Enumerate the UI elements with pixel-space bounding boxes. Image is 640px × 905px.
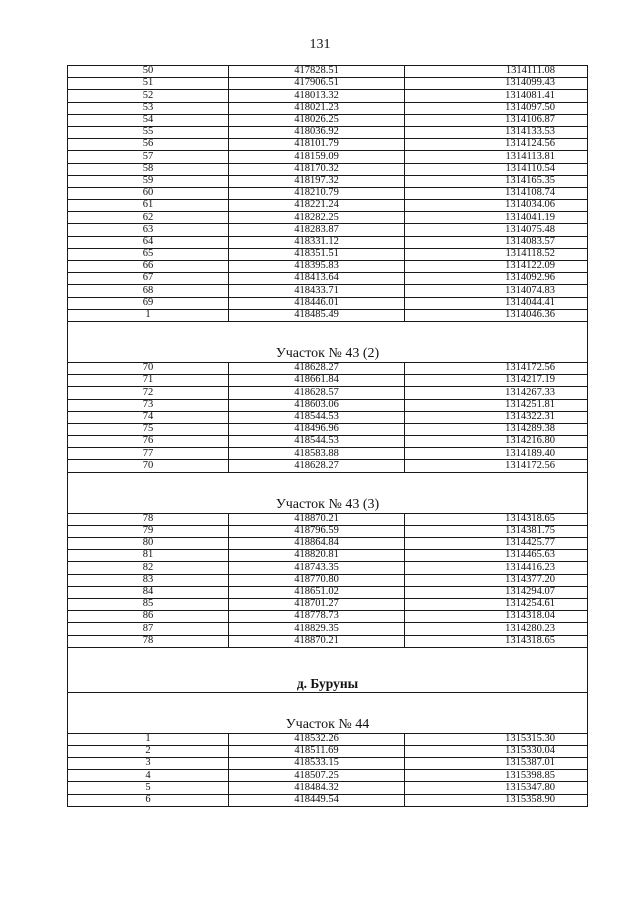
y-coordinate: 1314280.23 — [405, 623, 588, 635]
x-coordinate: 418628.27 — [229, 362, 405, 374]
x-coordinate: 418197.32 — [229, 175, 405, 187]
table-row — [68, 297, 588, 309]
table-row — [68, 151, 588, 163]
table-row — [68, 285, 588, 297]
table-row — [68, 758, 588, 770]
coordinates-table — [67, 65, 588, 807]
y-coordinate: 1314425.77 — [405, 538, 588, 550]
point-number: 57 — [68, 151, 229, 163]
y-coordinate: 1314099.43 — [405, 78, 588, 90]
point-number: 63 — [68, 224, 229, 236]
y-coordinate: 1314318.65 — [405, 635, 588, 647]
table-row — [68, 90, 588, 102]
point-number: 66 — [68, 261, 229, 273]
section-spacer — [68, 321, 588, 347]
y-coordinate: 1314165.35 — [405, 175, 588, 187]
y-coordinate: 1314416.23 — [405, 562, 588, 574]
point-number: 56 — [68, 139, 229, 151]
table-row — [68, 733, 588, 745]
x-coordinate: 418446.01 — [229, 297, 405, 309]
table-row — [68, 126, 588, 138]
point-number: 59 — [68, 175, 229, 187]
x-coordinate: 418870.21 — [229, 635, 405, 647]
y-coordinate: 1314318.65 — [405, 513, 588, 525]
table-row — [68, 102, 588, 114]
table-row — [68, 770, 588, 782]
table-row — [68, 745, 588, 757]
section-spacer — [68, 692, 588, 718]
x-coordinate: 418829.35 — [229, 623, 405, 635]
point-number: 1 — [68, 309, 229, 321]
x-coordinate: 418701.27 — [229, 598, 405, 610]
point-number: 72 — [68, 387, 229, 399]
point-number: 6 — [68, 794, 229, 806]
x-coordinate: 418628.27 — [229, 460, 405, 472]
y-coordinate: 1314041.19 — [405, 212, 588, 224]
table-row — [68, 611, 588, 623]
y-coordinate: 1314046.36 — [405, 309, 588, 321]
y-coordinate: 1314034.06 — [405, 200, 588, 212]
table-row — [68, 78, 588, 90]
x-coordinate: 418778.73 — [229, 611, 405, 623]
table-row — [68, 448, 588, 460]
x-coordinate: 418101.79 — [229, 139, 405, 151]
x-coordinate: 418532.26 — [229, 733, 405, 745]
y-coordinate: 1315330.04 — [405, 745, 588, 757]
point-number: 68 — [68, 285, 229, 297]
section-heading-row — [68, 677, 588, 693]
y-coordinate: 1314318.04 — [405, 611, 588, 623]
x-coordinate: 418036.92 — [229, 126, 405, 138]
y-coordinate: 1314044.41 — [405, 297, 588, 309]
point-number: 64 — [68, 236, 229, 248]
table-row — [68, 187, 588, 199]
y-coordinate: 1314111.08 — [405, 66, 588, 78]
x-coordinate: 418583.88 — [229, 448, 405, 460]
y-coordinate: 1314092.96 — [405, 273, 588, 285]
y-coordinate: 1314172.56 — [405, 362, 588, 374]
section-heading-row — [68, 347, 588, 363]
point-number: 62 — [68, 212, 229, 224]
x-coordinate: 418026.25 — [229, 114, 405, 126]
table-row — [68, 236, 588, 248]
section-heading: Участок № 43 (2) — [68, 347, 588, 363]
point-number: 80 — [68, 538, 229, 550]
x-coordinate: 418170.32 — [229, 163, 405, 175]
table-row — [68, 114, 588, 126]
x-coordinate: 418603.06 — [229, 399, 405, 411]
point-number: 78 — [68, 513, 229, 525]
section-heading-row — [68, 498, 588, 514]
x-coordinate: 418159.09 — [229, 151, 405, 163]
x-coordinate: 418864.84 — [229, 538, 405, 550]
x-coordinate: 418221.24 — [229, 200, 405, 212]
point-number: 4 — [68, 770, 229, 782]
point-number: 87 — [68, 623, 229, 635]
section-heading-row — [68, 718, 588, 734]
table-row — [68, 562, 588, 574]
x-coordinate: 418533.15 — [229, 758, 405, 770]
table-row — [68, 586, 588, 598]
table-row — [68, 362, 588, 374]
section-spacer — [68, 647, 588, 677]
y-coordinate: 1315347.80 — [405, 782, 588, 794]
section-heading: Участок № 44 — [68, 718, 588, 734]
table-row — [68, 411, 588, 423]
y-coordinate: 1314377.20 — [405, 574, 588, 586]
x-coordinate: 418449.54 — [229, 794, 405, 806]
y-coordinate: 1314108.74 — [405, 187, 588, 199]
point-number: 78 — [68, 635, 229, 647]
point-number: 70 — [68, 362, 229, 374]
table-row — [68, 212, 588, 224]
table-row — [68, 375, 588, 387]
y-coordinate: 1314254.61 — [405, 598, 588, 610]
table-row — [68, 387, 588, 399]
table-row — [68, 261, 588, 273]
y-coordinate: 1314124.56 — [405, 139, 588, 151]
point-number: 5 — [68, 782, 229, 794]
y-coordinate: 1314118.52 — [405, 248, 588, 260]
y-coordinate: 1314267.33 — [405, 387, 588, 399]
point-number: 74 — [68, 411, 229, 423]
x-coordinate: 418013.32 — [229, 90, 405, 102]
table-row — [68, 175, 588, 187]
section-heading: д. Буруны — [68, 677, 588, 693]
table-row — [68, 423, 588, 435]
y-coordinate: 1314172.56 — [405, 460, 588, 472]
x-coordinate: 418507.25 — [229, 770, 405, 782]
x-coordinate: 417906.51 — [229, 78, 405, 90]
point-number: 85 — [68, 598, 229, 610]
point-number: 58 — [68, 163, 229, 175]
x-coordinate: 418395.83 — [229, 261, 405, 273]
y-coordinate: 1314122.09 — [405, 261, 588, 273]
table-row — [68, 574, 588, 586]
y-coordinate: 1314083.57 — [405, 236, 588, 248]
x-coordinate: 418351.51 — [229, 248, 405, 260]
table-row — [68, 399, 588, 411]
point-number: 71 — [68, 375, 229, 387]
table-row — [68, 66, 588, 78]
point-number: 81 — [68, 550, 229, 562]
x-coordinate: 418021.23 — [229, 102, 405, 114]
point-number: 2 — [68, 745, 229, 757]
y-coordinate: 1314113.81 — [405, 151, 588, 163]
table-row — [68, 782, 588, 794]
y-coordinate: 1314133.53 — [405, 126, 588, 138]
y-coordinate: 1314189.40 — [405, 448, 588, 460]
x-coordinate: 418485.49 — [229, 309, 405, 321]
point-number: 84 — [68, 586, 229, 598]
point-number: 53 — [68, 102, 229, 114]
section-spacer — [68, 472, 588, 498]
x-coordinate: 418628.57 — [229, 387, 405, 399]
x-coordinate: 418544.53 — [229, 411, 405, 423]
point-number: 77 — [68, 448, 229, 460]
table-row — [68, 513, 588, 525]
x-coordinate: 417828.51 — [229, 66, 405, 78]
y-coordinate: 1314465.63 — [405, 550, 588, 562]
point-number: 73 — [68, 399, 229, 411]
y-coordinate: 1314216.80 — [405, 436, 588, 448]
table-row — [68, 635, 588, 647]
point-number: 67 — [68, 273, 229, 285]
y-coordinate: 1315358.90 — [405, 794, 588, 806]
point-number: 61 — [68, 200, 229, 212]
x-coordinate: 418511.69 — [229, 745, 405, 757]
x-coordinate: 418661.84 — [229, 375, 405, 387]
point-number: 69 — [68, 297, 229, 309]
point-number: 1 — [68, 733, 229, 745]
point-number: 70 — [68, 460, 229, 472]
x-coordinate: 418282.25 — [229, 212, 405, 224]
y-coordinate: 1314097.50 — [405, 102, 588, 114]
section-heading: Участок № 43 (3) — [68, 498, 588, 514]
y-coordinate: 1314322.31 — [405, 411, 588, 423]
point-number: 55 — [68, 126, 229, 138]
y-coordinate: 1314110.54 — [405, 163, 588, 175]
x-coordinate: 418496.96 — [229, 423, 405, 435]
point-number: 76 — [68, 436, 229, 448]
point-number: 54 — [68, 114, 229, 126]
x-coordinate: 418651.02 — [229, 586, 405, 598]
y-coordinate: 1314074.83 — [405, 285, 588, 297]
point-number: 75 — [68, 423, 229, 435]
table-row — [68, 598, 588, 610]
table-row — [68, 794, 588, 806]
x-coordinate: 418544.53 — [229, 436, 405, 448]
point-number: 3 — [68, 758, 229, 770]
page-number: 131 — [309, 37, 331, 52]
point-number: 82 — [68, 562, 229, 574]
table-row — [68, 525, 588, 537]
x-coordinate: 418870.21 — [229, 513, 405, 525]
table-row — [68, 163, 588, 175]
table-row — [68, 460, 588, 472]
y-coordinate: 1314294.07 — [405, 586, 588, 598]
x-coordinate: 418210.79 — [229, 187, 405, 199]
y-coordinate: 1314381.75 — [405, 525, 588, 537]
x-coordinate: 418820.81 — [229, 550, 405, 562]
table-row — [68, 623, 588, 635]
x-coordinate: 418484.32 — [229, 782, 405, 794]
table-row — [68, 309, 588, 321]
point-number: 79 — [68, 525, 229, 537]
x-coordinate: 418331.12 — [229, 236, 405, 248]
point-number: 50 — [68, 66, 229, 78]
coordinates-table-body — [68, 66, 588, 807]
table-row — [68, 200, 588, 212]
table-row — [68, 550, 588, 562]
x-coordinate: 418743.35 — [229, 562, 405, 574]
table-row — [68, 436, 588, 448]
y-coordinate: 1314289.38 — [405, 423, 588, 435]
point-number: 65 — [68, 248, 229, 260]
y-coordinate: 1314075.48 — [405, 224, 588, 236]
point-number: 51 — [68, 78, 229, 90]
point-number: 86 — [68, 611, 229, 623]
y-coordinate: 1314217.19 — [405, 375, 588, 387]
y-coordinate: 1315387.01 — [405, 758, 588, 770]
x-coordinate: 418796.59 — [229, 525, 405, 537]
table-row — [68, 139, 588, 151]
point-number: 60 — [68, 187, 229, 199]
y-coordinate: 1314106.87 — [405, 114, 588, 126]
table-row — [68, 224, 588, 236]
y-coordinate: 1315398.85 — [405, 770, 588, 782]
x-coordinate: 418413.64 — [229, 273, 405, 285]
table-row — [68, 248, 588, 260]
y-coordinate: 1314251.81 — [405, 399, 588, 411]
x-coordinate: 418433.71 — [229, 285, 405, 297]
x-coordinate: 418283.87 — [229, 224, 405, 236]
table-row — [68, 273, 588, 285]
point-number: 52 — [68, 90, 229, 102]
point-number: 83 — [68, 574, 229, 586]
y-coordinate: 1314081.41 — [405, 90, 588, 102]
x-coordinate: 418770.80 — [229, 574, 405, 586]
table-row — [68, 538, 588, 550]
y-coordinate: 1315315.30 — [405, 733, 588, 745]
